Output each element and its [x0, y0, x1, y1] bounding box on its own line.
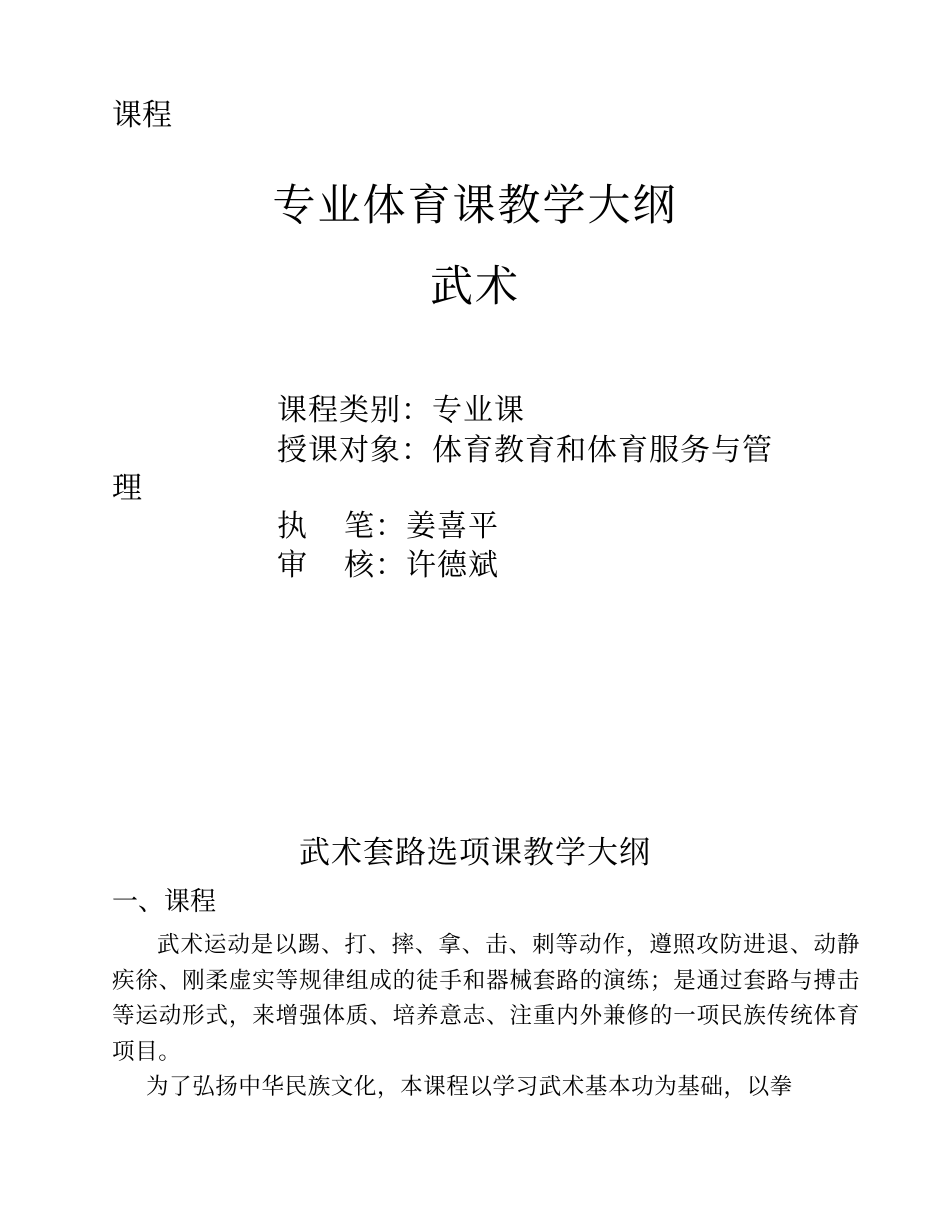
sub-title: 武术	[430, 262, 520, 312]
section-heading: 一、课程	[112, 887, 217, 917]
meta-audience-value: 体育教育和体育服务与管	[432, 433, 773, 468]
main-title: 专业体育课教学大纲	[272, 181, 678, 231]
meta-audience-line	[277, 433, 773, 468]
meta-author-line	[277, 509, 499, 544]
section-title: 武术套路选项课教学大纲	[299, 835, 651, 871]
meta-reviewer-value: 许德斌	[406, 548, 499, 583]
meta-audience-wrap: 理	[112, 471, 143, 506]
paragraph-purpose: 为了弘扬中华民族文化，本课程以学习武术基本功为基础，以拳	[146, 1074, 793, 1100]
meta-category-label: 课程类别：	[277, 393, 432, 428]
meta-author-label-a: 执	[277, 509, 308, 544]
meta-reviewer-label-b: 核：	[344, 548, 406, 583]
meta-author-label-b: 笔：	[344, 509, 406, 544]
meta-reviewer-label-a: 审	[277, 548, 308, 583]
course-label: 课程	[112, 98, 172, 133]
paragraph-intro: 武术运动是以踢、打、摔、拿、击、刺等动作，遵照攻防进退、动静疾徐、刚柔虚实等规律组成的徒手和器械套路的演练；是通过套路与搏击等运动形式，来增强体质、培养意志、注重内外兼修的一项民族传统体育项目。	[112, 932, 860, 1065]
meta-author-value: 姜喜平	[406, 509, 499, 544]
meta-audience-label: 授课对象：	[277, 433, 432, 468]
meta-category-line	[277, 393, 525, 428]
meta-reviewer-line	[277, 548, 499, 583]
meta-category-value: 专业课	[432, 393, 525, 428]
